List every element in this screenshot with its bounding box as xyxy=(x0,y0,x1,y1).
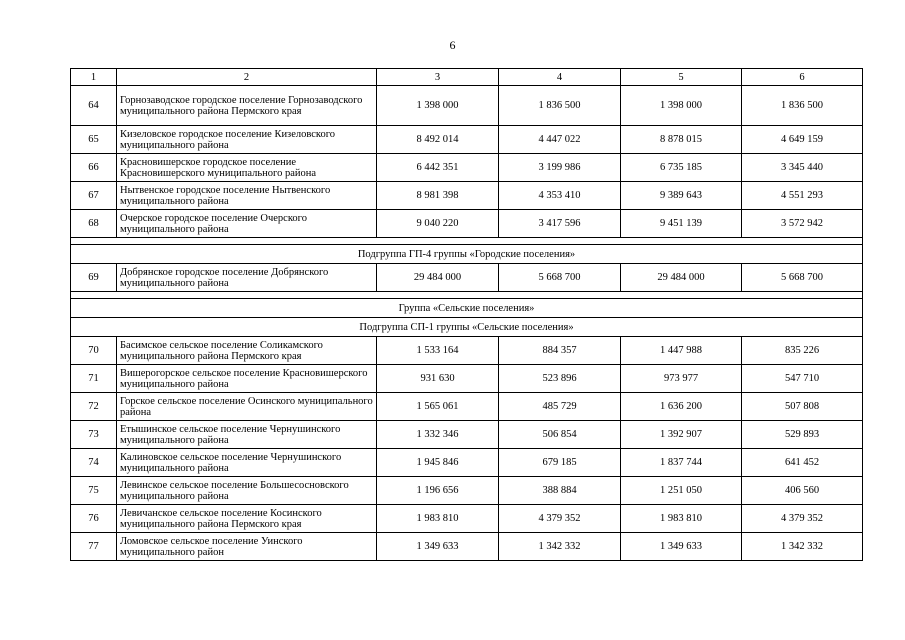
value-col-5: 1 349 633 xyxy=(621,533,742,561)
value-col-6: 5 668 700 xyxy=(742,264,863,292)
table-row xyxy=(71,505,863,533)
settlement-name: Етышинское сельское поселение Чернушинского муниципального района xyxy=(117,421,377,449)
value-col-5: 1 983 810 xyxy=(621,505,742,533)
settlement-name: Кизеловское городское поселение Кизеловского муниципального района xyxy=(117,126,377,154)
group-heading: Подгруппа СП-1 группы «Сельские поселения» xyxy=(71,318,863,337)
group-heading: Подгруппа ГП-4 группы «Городские поселения» xyxy=(71,245,863,264)
row-number: 72 xyxy=(71,393,117,421)
value-col-5: 1 398 000 xyxy=(621,86,742,126)
settlement-name: Левинское сельское поселение Большесосновского муниципального района xyxy=(117,477,377,505)
column-header: 4 xyxy=(499,69,621,86)
settlement-name: Калиновское сельское поселение Чернушинского муниципального района xyxy=(117,449,377,477)
table-row xyxy=(71,337,863,365)
value-col-3: 1 196 656 xyxy=(377,477,499,505)
value-col-4: 1 836 500 xyxy=(499,86,621,126)
row-number: 71 xyxy=(71,365,117,393)
group-heading-row xyxy=(71,245,863,264)
value-col-4: 4 353 410 xyxy=(499,182,621,210)
value-col-3: 29 484 000 xyxy=(377,264,499,292)
table-row xyxy=(71,182,863,210)
value-col-4: 506 854 xyxy=(499,421,621,449)
settlement-name: Вишерогорское сельское поселение Красновишерского муниципального района xyxy=(117,365,377,393)
row-number: 73 xyxy=(71,421,117,449)
column-header: 5 xyxy=(621,69,742,86)
value-col-5: 8 878 015 xyxy=(621,126,742,154)
value-col-4: 4 447 022 xyxy=(499,126,621,154)
row-number: 64 xyxy=(71,86,117,126)
table-row xyxy=(71,126,863,154)
value-col-4: 5 668 700 xyxy=(499,264,621,292)
section-spacer xyxy=(71,238,863,245)
value-col-3: 8 492 014 xyxy=(377,126,499,154)
row-number: 75 xyxy=(71,477,117,505)
value-col-3: 1 533 164 xyxy=(377,337,499,365)
table-row xyxy=(71,210,863,238)
value-col-4: 3 417 596 xyxy=(499,210,621,238)
column-header: 6 xyxy=(742,69,863,86)
group-heading: Группа «Сельские поселения» xyxy=(71,299,863,318)
column-header: 3 xyxy=(377,69,499,86)
value-col-4: 884 357 xyxy=(499,337,621,365)
value-col-3: 8 981 398 xyxy=(377,182,499,210)
value-col-4: 388 884 xyxy=(499,477,621,505)
value-col-4: 3 199 986 xyxy=(499,154,621,182)
value-col-6: 1 836 500 xyxy=(742,86,863,126)
row-number: 70 xyxy=(71,337,117,365)
value-col-4: 1 342 332 xyxy=(499,533,621,561)
value-col-3: 1 945 846 xyxy=(377,449,499,477)
table-row xyxy=(71,154,863,182)
value-col-3: 1 398 000 xyxy=(377,86,499,126)
row-number: 76 xyxy=(71,505,117,533)
value-col-6: 835 226 xyxy=(742,337,863,365)
value-col-4: 523 896 xyxy=(499,365,621,393)
value-col-5: 1 636 200 xyxy=(621,393,742,421)
table-row xyxy=(71,393,863,421)
value-col-3: 1 349 633 xyxy=(377,533,499,561)
settlement-name: Горнозаводское городское поселение Горнозаводского муниципального района Пермского края xyxy=(117,86,377,126)
value-col-3: 1 565 061 xyxy=(377,393,499,421)
value-col-5: 973 977 xyxy=(621,365,742,393)
settlement-name: Красновишерское городское поселение Красновишерского муниципального района xyxy=(117,154,377,182)
value-col-5: 1 447 988 xyxy=(621,337,742,365)
settlement-name: Ломовское сельское поселение Уинского муниципального район xyxy=(117,533,377,561)
value-col-3: 1 983 810 xyxy=(377,505,499,533)
value-col-5: 29 484 000 xyxy=(621,264,742,292)
settlement-name: Добрянское городское поселение Добрянского муниципального района xyxy=(117,264,377,292)
settlement-name: Горское сельское поселение Осинского муниципального района xyxy=(117,393,377,421)
value-col-5: 1 251 050 xyxy=(621,477,742,505)
table-row xyxy=(71,477,863,505)
value-col-5: 6 735 185 xyxy=(621,154,742,182)
spacer-cell xyxy=(71,292,863,299)
value-col-6: 641 452 xyxy=(742,449,863,477)
table-row xyxy=(71,533,863,561)
row-number: 67 xyxy=(71,182,117,210)
value-col-3: 6 442 351 xyxy=(377,154,499,182)
table-body xyxy=(71,69,863,561)
value-col-3: 9 040 220 xyxy=(377,210,499,238)
value-col-6: 4 649 159 xyxy=(742,126,863,154)
value-col-5: 9 389 643 xyxy=(621,182,742,210)
value-col-3: 1 332 346 xyxy=(377,421,499,449)
value-col-5: 1 837 744 xyxy=(621,449,742,477)
column-number-row xyxy=(71,69,863,86)
settlement-name: Очерское городское поселение Очерского муниципального района xyxy=(117,210,377,238)
group-heading-row xyxy=(71,299,863,318)
column-header: 1 xyxy=(71,69,117,86)
value-col-6: 4 379 352 xyxy=(742,505,863,533)
value-col-6: 4 551 293 xyxy=(742,182,863,210)
allocation-table xyxy=(70,68,863,561)
value-col-6: 507 808 xyxy=(742,393,863,421)
settlement-name: Басимское сельское поселение Соликамского муниципального района Пермского края xyxy=(117,337,377,365)
value-col-6: 1 342 332 xyxy=(742,533,863,561)
value-col-4: 485 729 xyxy=(499,393,621,421)
value-col-4: 679 185 xyxy=(499,449,621,477)
value-col-6: 3 572 942 xyxy=(742,210,863,238)
row-number: 77 xyxy=(71,533,117,561)
spacer-cell xyxy=(71,238,863,245)
value-col-6: 529 893 xyxy=(742,421,863,449)
row-number: 69 xyxy=(71,264,117,292)
column-header: 2 xyxy=(117,69,377,86)
page-number: 6 xyxy=(449,38,456,52)
table-row xyxy=(71,264,863,292)
value-col-6: 3 345 440 xyxy=(742,154,863,182)
value-col-4: 4 379 352 xyxy=(499,505,621,533)
row-number: 66 xyxy=(71,154,117,182)
group-heading-row xyxy=(71,318,863,337)
table-row xyxy=(71,449,863,477)
settlement-name: Нытвенское городское поселение Нытвенского муниципального района xyxy=(117,182,377,210)
row-number: 74 xyxy=(71,449,117,477)
section-spacer xyxy=(71,292,863,299)
value-col-6: 547 710 xyxy=(742,365,863,393)
row-number: 65 xyxy=(71,126,117,154)
row-number: 68 xyxy=(71,210,117,238)
table-row xyxy=(71,421,863,449)
value-col-5: 9 451 139 xyxy=(621,210,742,238)
value-col-6: 406 560 xyxy=(742,477,863,505)
table-row xyxy=(71,365,863,393)
settlement-name: Левичанское сельское поселение Косинского муниципального района Пермского края xyxy=(117,505,377,533)
value-col-5: 1 392 907 xyxy=(621,421,742,449)
value-col-3: 931 630 xyxy=(377,365,499,393)
table-row xyxy=(71,86,863,126)
